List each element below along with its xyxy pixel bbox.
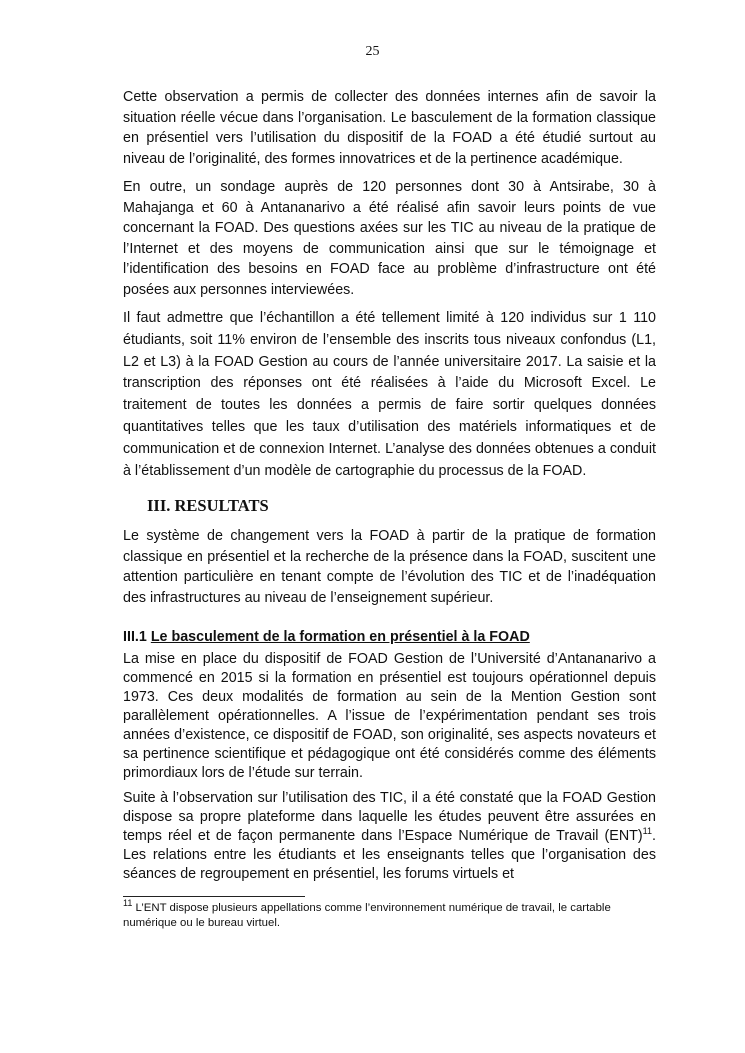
footnote-text: L’ENT dispose plusieurs appellations comme l’environnement numérique de travail, le cartable numérique ou le bureau virtuel.	[123, 902, 611, 930]
paragraph-text-part1: Suite à l’observation sur l’utilisation des TIC, il a été constaté que la FOAD Gestion dispose sa propre plateforme dans laquelle les études peuvent être assurées en temps réel et de façon permanente dans l’Espace Numérique de Travail (ENT)	[123, 790, 656, 845]
paragraph-systeme-changement: Le système de changement vers la FOAD à partir de la pratique de formation classique en présentiel et la recherche de la présence dans la FOAD, suscitent une attention particulière en tenant compte de l’évolution des TIC et de l’inadéquation des infrastructures au niveau de l’enseignement supérieur.	[123, 528, 656, 606]
paragraph-text-part2: . Les relations entre les étudiants et les enseignants telles que l’organisation des séances de regroupement en présentiel, les forums virtuels et	[123, 828, 656, 883]
paragraph-echantillon: Il faut admettre que l’échantillon a été tellement limité à 120 individus sur 1 110 étudiants, soit 11% environ de l’ensemble des inscrits tous niveaux confondus (L1, L2 et L3) à la FOAD Gestion au cours de l’année universitaire 2017. La saisie et la transcription des réponses ont été réalisées à l’aide du Microsoft Excel. Le traitement de toutes les données a permis de faire sortir quelques données quantitatives telles que les taux d’utilisation des matériels informatiques et de communication et de connexion Internet. L’analyse des données obtenues a conduit à l’établissement d’un modèle de cartographie du processus de la FOAD.	[123, 310, 656, 479]
paragraph-mise-en-place: La mise en place du dispositif de FOAD Gestion de l’Université d’Antananarivo a commencé en 2015 si la formation en présentiel est toujours opérationnel depuis 1973. Ces deux modalités de formation au sein de la Mention Gestion sont parallèlement opérationnelles. A l’issue de l’expérimentation pendant ses trois années d’existence, ce dispositif de FOAD, son originalité, ses aspects novateurs et sa pertinence scientifique et pédagogique ont été considérés comme des éléments primordiaux lors de l’étude sur terrain.	[123, 651, 656, 782]
page-content	[123, 87, 656, 931]
footnote-reference[interactable]: 11	[642, 826, 653, 837]
paragraph-sondage: En outre, un sondage auprès de 120 personnes dont 30 à Antsirabe, 30 à Mahajanga et 60 à Antananarivo a été réalisé afin savoir leurs points de vue concernant la FOAD. Des questions axées sur les TIC au niveau de la pratique de l’Internet et des moyens de communication ainsi que sur le témoignage et l’identification des besoins en FOAD face au problème d’infrastructure ont été posées aux personnes interviewées.	[123, 179, 656, 298]
section-heading-resultats: III. RESULTATS	[147, 496, 269, 516]
paragraph-observation-tic	[123, 789, 656, 884]
footnote-separator	[123, 896, 305, 897]
subsection-heading	[123, 627, 656, 647]
subsection-title: Le basculement de la formation en présentiel à la FOAD	[150, 629, 530, 646]
footnote	[123, 898, 656, 931]
subsection-number: III.1	[123, 629, 147, 646]
paragraph-observation: Cette observation a permis de collecter des données internes afin de savoir la situation réelle vécue dans l’organisation. Le basculement de la formation classique en présentiel vers l’utilisation du dispositif de la FOAD a été étudié surtout au niveau de l’originalité, des formes innovatrices et de la pertinence académique.	[123, 89, 656, 167]
footnote-marker: 11	[123, 898, 133, 909]
page-number: 25	[365, 44, 380, 59]
